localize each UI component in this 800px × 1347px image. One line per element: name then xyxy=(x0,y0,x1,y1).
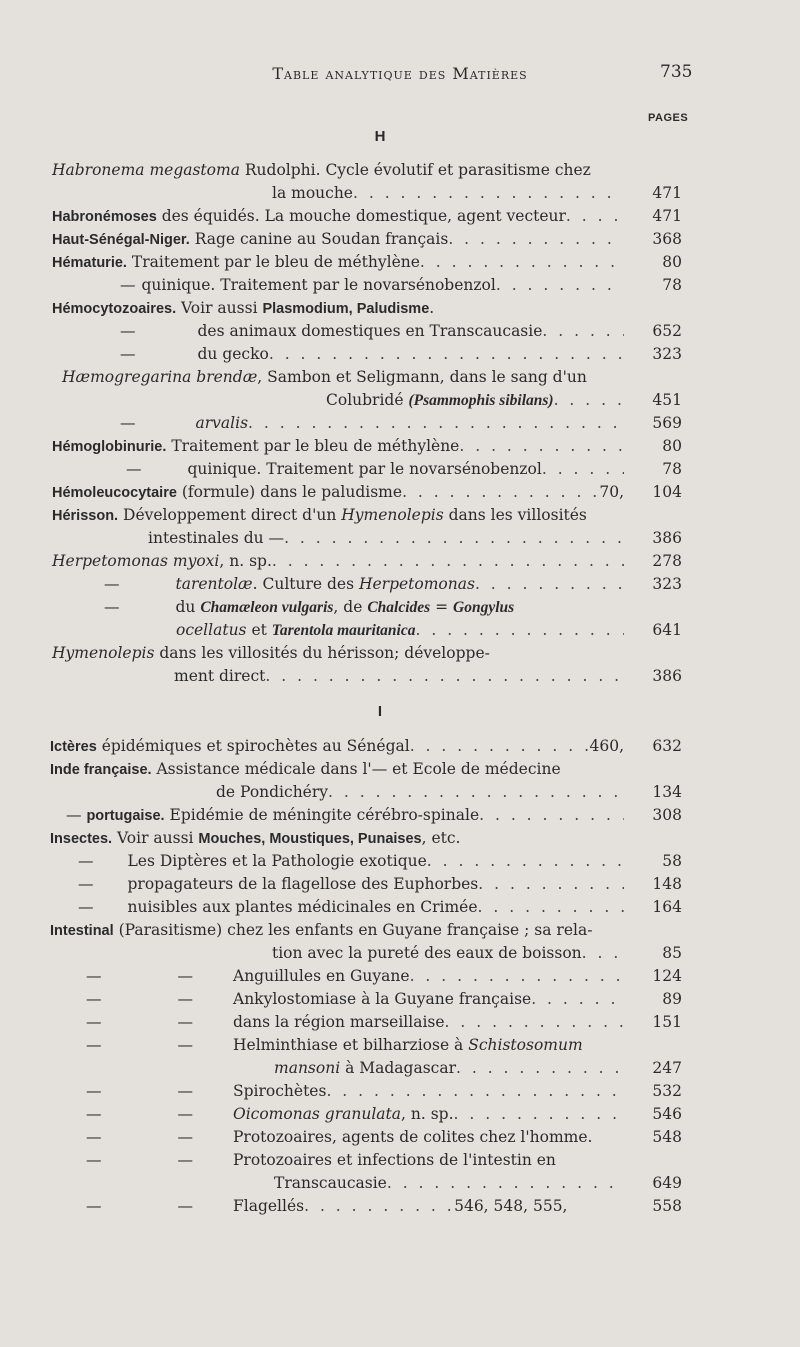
entry-term: Hæmogregarina brendæ xyxy=(62,368,258,386)
index-line xyxy=(86,965,624,988)
entry-term: Inde française. xyxy=(50,762,152,778)
index-line xyxy=(272,942,624,965)
page-ref: 649 xyxy=(652,1174,682,1192)
dash-mark: — xyxy=(86,1151,102,1169)
page-ref: 278 xyxy=(652,552,682,570)
index-line xyxy=(78,850,624,873)
page-ref: 569 xyxy=(652,414,682,432)
index-line xyxy=(120,320,624,343)
entry-species: Schistosomum xyxy=(468,1036,583,1054)
entry-text: Ankylostomiase à la Guyane française xyxy=(233,990,532,1008)
page-ref-extra: 546, 548, 555, xyxy=(454,1197,568,1215)
index-line xyxy=(326,389,624,412)
page-ref: 471 xyxy=(652,207,682,225)
entry-species: ocellatus xyxy=(176,621,247,639)
entry-text: Traitement par le bleu de méthylène xyxy=(126,253,420,271)
index-line xyxy=(86,1080,624,1103)
index-line xyxy=(120,343,624,366)
dash-mark: — xyxy=(177,1013,193,1031)
index-line xyxy=(78,873,624,896)
page-ref: 471 xyxy=(652,184,682,202)
entry-text: Assistance médicale dans l'— et Ecole de médecine xyxy=(151,760,561,778)
entry-text: Flagellés xyxy=(233,1197,305,1215)
entry-term: Hymenolepis xyxy=(52,644,155,662)
entry-text: Anguillules en Guyane xyxy=(233,967,410,985)
entry-term: Haut-Sénégal-Niger. xyxy=(52,232,190,248)
dash-mark: — xyxy=(78,852,94,870)
entry-text: Epidémie de méningite cérébro-spinale xyxy=(164,806,480,824)
entry-species: (Psammophis sibilans) xyxy=(408,392,554,409)
index-line: Insectes. Voir aussi Mouches, Moustiques, Punaises, etc. xyxy=(50,829,461,847)
dash-mark: — xyxy=(177,1036,193,1054)
page-ref: 58 xyxy=(662,852,682,870)
index-line xyxy=(52,205,624,228)
index-line xyxy=(126,458,624,481)
entry-text: Spirochètes xyxy=(233,1082,327,1100)
entry-text: ment direct xyxy=(174,667,266,685)
entry-term: Habronema megastoma xyxy=(52,161,240,179)
entry-term: Herpetomonas myoxi xyxy=(52,552,220,570)
entry-text: épidémiques et spirochètes au Sénégal xyxy=(96,737,410,755)
dash-mark: — xyxy=(177,990,193,1008)
page-ref: 546 xyxy=(652,1105,682,1123)
entry-text: de Pondichéry xyxy=(216,783,329,801)
section-letter-i: I xyxy=(377,703,383,720)
entry-text: des équidés. La mouche domestique, agent vecteur xyxy=(156,207,566,225)
dash-mark: — xyxy=(86,990,102,1008)
entry-text: dans les villosités du hérisson; développe- xyxy=(154,644,490,662)
index-line xyxy=(50,758,561,781)
entry-text: Colubridé xyxy=(326,391,409,409)
index-line xyxy=(52,642,490,665)
entry-text: à Madagascar xyxy=(340,1059,456,1077)
entry-text: des animaux domestiques en Transcaucasie xyxy=(197,322,543,340)
entry-text: Traitement par le bleu de méthylène xyxy=(166,437,460,455)
page-ref-extra: 70, xyxy=(599,483,624,501)
index-line xyxy=(120,412,624,435)
entry-text: quinique. Traitement par le novarsénobenzol xyxy=(187,460,542,478)
dash-mark: — xyxy=(120,414,136,432)
entry-term: Insectes. xyxy=(50,831,113,847)
entry-term: Hémocytozoaires. xyxy=(52,301,177,317)
running-title: Table analytique des Matières xyxy=(272,64,528,83)
page-ref: 558 xyxy=(652,1197,682,1215)
entry-text: intestinales du — xyxy=(148,529,285,547)
page-ref: 386 xyxy=(652,667,682,685)
entry-species: Chamæleon vulgaris xyxy=(200,599,334,616)
page-ref: 124 xyxy=(652,967,682,985)
page-ref: 85 xyxy=(662,944,682,962)
entry-species: Tarentola mauritanica xyxy=(271,622,416,639)
index-line xyxy=(78,896,624,919)
entry-term: Hématurie. xyxy=(52,255,127,271)
dash-mark: — xyxy=(86,967,102,985)
index-line xyxy=(174,665,624,688)
entry-text: quinique. Traitement par le novarsénobenzol xyxy=(141,276,496,294)
page-ref: 89 xyxy=(662,990,682,1008)
dash-mark: — xyxy=(104,575,120,593)
entry-text: Rage canine au Soudan français xyxy=(189,230,449,248)
page-ref: 451 xyxy=(652,391,682,409)
index-line xyxy=(52,251,624,274)
entry-text: Helminthiase et bilharziose à xyxy=(233,1036,469,1054)
index-line xyxy=(274,1057,624,1080)
index-line xyxy=(86,1034,583,1057)
dash-mark: — xyxy=(177,1197,193,1215)
index-line xyxy=(52,550,624,573)
entry-species: Hymenolepis xyxy=(341,506,444,524)
dash-mark: — xyxy=(86,1128,102,1146)
entry-species: Herpetomonas xyxy=(358,575,475,593)
entry-text: Protozoaires et infections de l'intestin en xyxy=(233,1151,556,1169)
page-ref: 148 xyxy=(652,875,682,893)
index-line xyxy=(62,366,587,389)
dash-mark: — xyxy=(78,898,94,916)
entry-text: tion avec la pureté des eaux de boisson xyxy=(272,944,582,962)
dash-mark: — xyxy=(177,1128,193,1146)
dash-mark: — xyxy=(177,1105,193,1123)
index-line xyxy=(86,1126,624,1149)
dash-mark: — xyxy=(177,967,193,985)
entry-text: (Parasitisme) chez les enfants en Guyane française ; sa rela- xyxy=(113,921,593,939)
entry-text: propagateurs de la flagellose des Euphorbes xyxy=(127,875,479,893)
entry-text: , n. sp. xyxy=(219,552,272,570)
index-line xyxy=(50,919,592,942)
entry-term: Hémoglobinurie. xyxy=(52,439,167,455)
page-ref: 323 xyxy=(652,575,682,593)
entry-text: Voir aussi xyxy=(176,299,263,317)
entry-term: Intestinal xyxy=(50,923,114,939)
dash-mark: — xyxy=(86,1197,102,1215)
page-ref: 134 xyxy=(652,783,682,801)
page-ref: 652 xyxy=(652,322,682,340)
entry-text: Les Diptères et la Pathologie exotique xyxy=(127,852,427,870)
page-ref: 323 xyxy=(652,345,682,363)
dash-mark: — xyxy=(177,1151,193,1169)
entry-species: Gongylus xyxy=(453,599,515,616)
dash-mark: — xyxy=(120,322,136,340)
entry-text: (formule) dans le paludisme xyxy=(176,483,403,501)
page-ref: 632 xyxy=(652,737,682,755)
page-ref: 78 xyxy=(662,276,682,294)
entry-species: Oicomonas granulata xyxy=(233,1105,402,1123)
index-line xyxy=(66,804,624,827)
page-ref: 78 xyxy=(662,460,682,478)
entry-term: arvalis xyxy=(195,414,249,432)
entry-crossref: Plasmodium, Paludisme xyxy=(262,301,430,317)
page-ref: 368 xyxy=(652,230,682,248)
page-ref: 308 xyxy=(652,806,682,824)
page-ref: 247 xyxy=(652,1059,682,1077)
entry-text: Protozoaires, agents de colites chez l'homme. xyxy=(233,1128,593,1146)
index-line xyxy=(272,182,624,205)
index-line xyxy=(86,1011,624,1034)
page-ref: 164 xyxy=(652,898,682,916)
index-line xyxy=(148,527,624,550)
dash-mark: — xyxy=(66,806,87,824)
entry-term: tarentolæ xyxy=(175,575,253,593)
page-ref: 532 xyxy=(652,1082,682,1100)
dash-mark: — xyxy=(120,276,136,294)
index-line xyxy=(50,735,624,758)
page-ref: 641 xyxy=(652,621,682,639)
dash-mark: — xyxy=(104,598,120,616)
index-line: ocellatus et Tarentola mauritanica . . . xyxy=(176,619,624,642)
dash-mark: — xyxy=(78,875,94,893)
entry-species: Chalcides xyxy=(367,599,431,616)
index-line xyxy=(52,481,624,504)
section-letter-h: H xyxy=(374,128,386,145)
dash-mark: — xyxy=(86,1036,102,1054)
entry-term: Ictères xyxy=(50,739,97,755)
index-line xyxy=(216,781,624,804)
page-ref: 80 xyxy=(662,437,682,455)
entry-text: nuisibles aux plantes médicinales en Crimée xyxy=(127,898,478,916)
entry-term: portugaise. xyxy=(86,808,165,824)
entry-text: du gecko xyxy=(197,345,269,363)
entry-text: la mouche xyxy=(272,184,353,202)
pages-column-label: PAGES xyxy=(648,112,689,124)
entry-crossref: Mouches, Moustiques, Punaises xyxy=(198,831,422,847)
index-line: Hérisson. Développement direct d'un Hymenolepis dans les villosités xyxy=(52,506,587,524)
index-line xyxy=(86,1195,624,1218)
index-line: — — Oicomonas granulata, n. sp. . . . xyxy=(86,1103,624,1126)
entry-text: Voir aussi xyxy=(112,829,199,847)
index-line: Hémocytozoaires. Voir aussi Plasmodium, Paludisme. xyxy=(52,299,435,317)
index-line xyxy=(52,435,624,458)
page-ref-extra: 460, xyxy=(589,737,624,755)
page-number: 735 xyxy=(660,62,693,82)
index-line xyxy=(52,228,624,251)
index-line xyxy=(120,274,624,297)
dash-mark: — xyxy=(126,460,142,478)
index-line xyxy=(86,988,624,1011)
dash-mark: — xyxy=(86,1013,102,1031)
entry-species: mansoni xyxy=(274,1059,341,1077)
page-ref: 151 xyxy=(652,1013,682,1031)
entry-text: Développement direct d'un xyxy=(118,506,342,524)
dash-mark: — xyxy=(177,1082,193,1100)
page-ref: 80 xyxy=(662,253,682,271)
entry-text: Transcaucasie xyxy=(274,1174,387,1192)
index-line xyxy=(86,1149,556,1172)
entry-text: , Sambon et Seligmann, dans le sang d'un xyxy=(257,368,587,386)
entry-term: Habronémoses xyxy=(52,209,157,225)
index-line xyxy=(274,1172,624,1195)
entry-term: Hémoleucocytaire xyxy=(52,485,177,501)
page-ref: 104 xyxy=(652,483,682,501)
dash-mark: — xyxy=(86,1105,102,1123)
index-line xyxy=(52,159,591,182)
page-ref: 386 xyxy=(652,529,682,547)
dash-mark: — xyxy=(86,1082,102,1100)
entry-text: Rudolphi. Cycle évolutif et parasitisme chez xyxy=(239,161,591,179)
index-line: — tarentolæ. Culture des Herpetomonas . . . xyxy=(104,573,624,596)
dash-mark: — xyxy=(120,345,136,363)
index-line: — du Chamæleon vulgaris, de Chalcides = Gongylus xyxy=(104,598,515,616)
page-ref: 548 xyxy=(652,1128,682,1146)
entry-text: dans la région marseillaise xyxy=(233,1013,445,1031)
entry-term: Hérisson. xyxy=(52,508,119,524)
